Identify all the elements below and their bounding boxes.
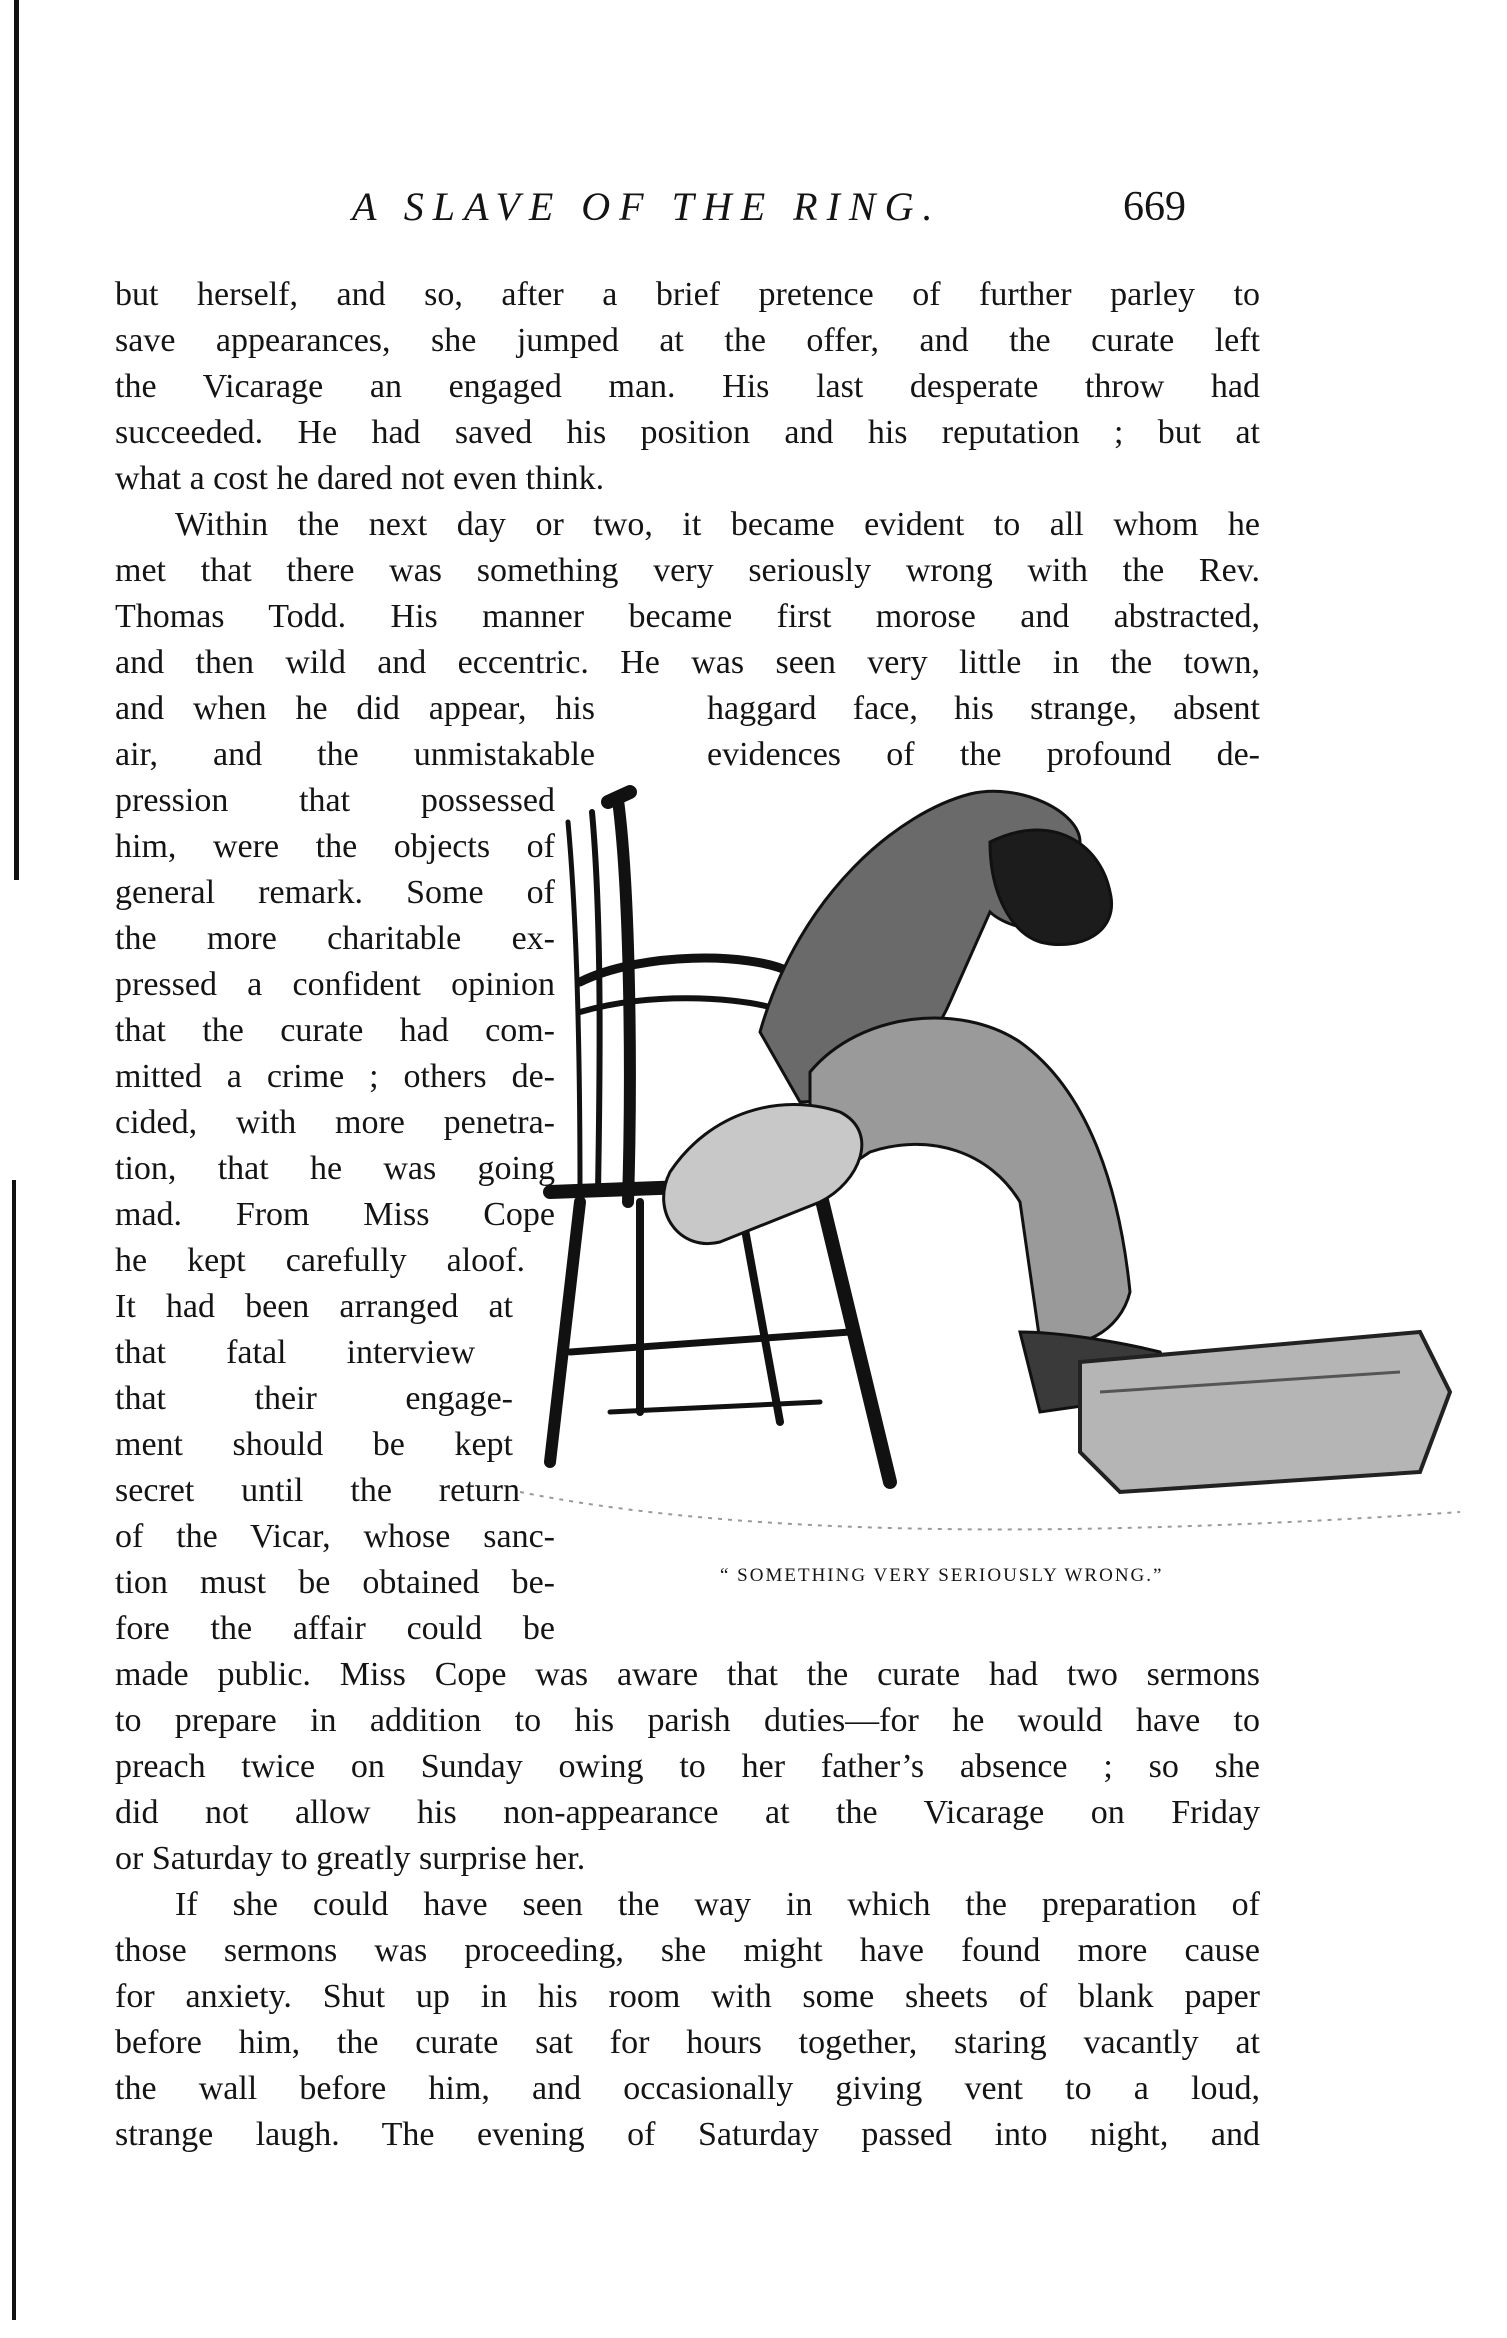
illustration-caption: “ SOMETHING VERY SERIOUSLY WRONG.”	[720, 1565, 1164, 1586]
text-line: but herself, and so, after a brief pretence of further parley to	[115, 276, 1260, 313]
page-number: 669	[1123, 184, 1186, 230]
text-line: succeeded. He had saved his position and his reputation ; but at	[115, 414, 1260, 451]
text-line: the more charitable ex-	[115, 920, 555, 957]
text-line: pression that possessed	[115, 782, 555, 819]
text-line: that their engage-	[115, 1380, 513, 1417]
text-line: ment should be kept	[115, 1426, 513, 1463]
text-line: for anxiety. Shut up in his room with some sheets of blank paper	[115, 1978, 1260, 2015]
text-line: save appearances, she jumped at the offer, and the curate left	[115, 322, 1260, 359]
text-line: to prepare in addition to his parish duties—for he would have to	[115, 1702, 1260, 1739]
text-line: mad. From Miss Cope	[115, 1196, 555, 1233]
text-line: he kept carefully aloof.	[115, 1242, 525, 1279]
text-line: that the curate had com-	[115, 1012, 555, 1049]
text-line: what a cost he dared not even think.	[115, 460, 605, 497]
text-line: of the Vicar, whose sanc-	[115, 1518, 555, 1555]
text-line: did not allow his non-appearance at the Vicarage on Friday	[115, 1794, 1260, 1831]
text-line: If she could have seen the way in which the preparation of	[175, 1886, 1260, 1923]
text-line: Thomas Todd. His manner became first morose and abstracted,	[115, 598, 1260, 635]
text-line: secret until the return	[115, 1472, 520, 1509]
text-line: preach twice on Sunday owing to her father’s absence ; so she	[115, 1748, 1260, 1785]
page-left-edge-mark	[14, 0, 19, 880]
text-line: and when he did appear, his	[115, 690, 595, 727]
text-line: met that there was something very seriously wrong with the Rev.	[115, 552, 1260, 589]
text-line: mitted a crime ; others de-	[115, 1058, 555, 1095]
illustration-man-on-chair	[520, 772, 1470, 1562]
text-line: before him, the curate sat for hours together, staring vacantly at	[115, 2024, 1260, 2061]
running-title: A SLAVE OF THE RING.	[352, 184, 942, 229]
text-line: that fatal interview	[115, 1334, 475, 1371]
text-line: Within the next day or two, it became evident to all whom he	[175, 506, 1260, 543]
text-line: evidences of the profound de-	[707, 736, 1260, 773]
page-left-edge-mark-lower	[12, 1180, 16, 2320]
text-line: haggard face, his strange, absent	[707, 690, 1260, 727]
text-line: the Vicarage an engaged man. His last desperate throw had	[115, 368, 1260, 405]
text-line: tion must be obtained be-	[115, 1564, 555, 1601]
text-line: It had been arranged at	[115, 1288, 513, 1325]
text-line: the wall before him, and occasionally giving vent to a loud,	[115, 2070, 1260, 2107]
text-line: tion, that he was going	[115, 1150, 555, 1187]
text-line: and then wild and eccentric. He was seen very little in the town,	[115, 644, 1260, 681]
text-line: pressed a confident opinion	[115, 966, 555, 1003]
text-line: made public. Miss Cope was aware that the curate had two sermons	[115, 1656, 1260, 1693]
text-line: strange laugh. The evening of Saturday passed into night, and	[115, 2116, 1260, 2153]
running-header	[0, 183, 1507, 243]
text-line: cided, with more penetra-	[115, 1104, 555, 1141]
text-line: fore the affair could be	[115, 1610, 555, 1647]
text-line: him, were the objects of	[115, 828, 555, 865]
text-line: those sermons was proceeding, she might have found more cause	[115, 1932, 1260, 1969]
text-line: general remark. Some of	[115, 874, 555, 911]
text-line: air, and the unmistakable	[115, 736, 595, 773]
text-line: or Saturday to greatly surprise her.	[115, 1840, 586, 1877]
